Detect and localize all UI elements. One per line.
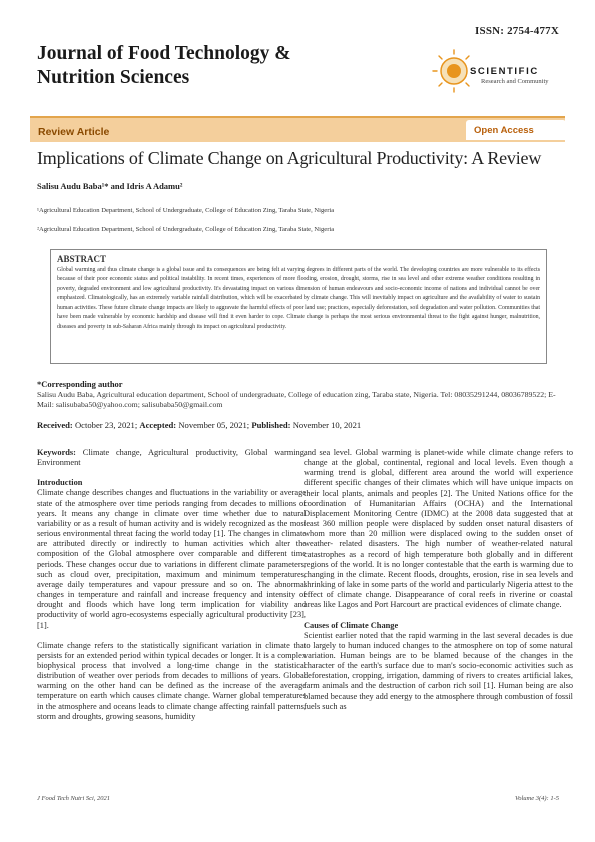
- journal-title: Journal of Food Technology & Nutrition Sciences: [37, 43, 291, 88]
- introduction-paragraph-3: and sea level. Global warming is planet-wide while climate change refers to change at the global, continental, regional and local levels. Even though a warming trend is global, different area around the world will experience different specific changes of their climates which will have unique impacts on their local plants, animals and peoples [2]. The United Nations office for the coordination of Humanitarian Affairs (OCHA) and the International Displacement Monitoring Centre (IDMC) at the 2008 data suggested that at least 360 million people were displaced by sudden onset natural disasters of whom more than 20 million were displaced owing to the sudden onset of weather- related disasters. The high number of weather-related natural catastrophes as a record of high temperature both globally and in different regions of the world. It is no longer contestable that the earth is warming due to changing in the climate. Recent floods, droughts, erosion, rise in sea levels and shrinking of lake in some parts of the world and particularly Nigeria attest to the effect of climate change. Disappearance of coral reefs in riverine or coastal areas like Lagos and Port Harcourt are practical evidences of climate change.: [304, 448, 573, 610]
- logo-subtitle: Research and Community: [481, 78, 549, 85]
- keywords: [37, 448, 306, 468]
- corresponding-author-heading: *Corresponding author: [37, 379, 123, 389]
- open-access-label: Open Access: [474, 125, 534, 136]
- right-column: [304, 448, 573, 722]
- corresponding-author-text: Salisu Audu Baba, Agricultural education department, School of undergraduate, College of education zing, Taraba state, Nigeria. Tel: 08035291244, 08036789522; E-Mail: salisubaba50@yahoo.com; salisubaba50@gmail.com: [37, 390, 556, 409]
- affiliation-1: ¹Agricultural Education Department, School of Undergraduate, College of Education Zing, Taraba State, Nigeria: [37, 207, 335, 214]
- abstract-box: [50, 249, 547, 364]
- published-label: Published:: [251, 420, 291, 430]
- footer-citation: J Food Tech Nutri Sci, 2021: [37, 795, 111, 802]
- keywords-label: Keywords:: [37, 448, 76, 457]
- issn: ISSN: 2754-477X: [475, 25, 559, 37]
- causes-paragraph-1: Scientist earlier noted that the rapid warming in the last several decades is due to largely to human induced changes to the atmosphere on top of some natural variation. Human beings are to be blamed because of the changes in the character of the earth's surface due to man's socio-economic activities such as deforestation, cropping, irrigation, damming of rivers to creates artificial lakes, farm animals and the destruction of carbon rich soil [1]. Human being are also blamed because they add energy to the atmosphere through combustion of fossil fuels such as: [304, 630, 573, 711]
- accepted-date: November 05, 2021;: [178, 420, 250, 430]
- received-label: Received:: [37, 420, 73, 430]
- introduction-paragraph-2: Climate change refers to the statistically significant variation in climate that persists for an extended period within typical decades or longer. It is a complex biophysical process that involved a long-time change in the statistical distribution of weather over periods from decades to millions of years. Global warming on the other hand can be defined as the increase of the average temperature on earth which causes climate change. Warner global temperatures in the atmosphere and oceans leads to climate change affecting rainfall patterns, storm and droughts, growing seasons, humidity: [37, 640, 306, 721]
- abstract-text: Global warming and thus climate change is a global issue and its consequences are being felt at varying degrees in different parts of the world. The developing countries are more vulnerable to its effects because of their poor economic status and political instability. In recent times, experiences of more flooding, erosion, drought, storms, rise in sea level and other extreme weather conditions resulting in poverty, degraded environment and low agricultural productivity. It's devastating impact on various dimension of human endeavours and socio-economic income of nations and individual cannot be over emphasized. Climatologically, has an extremely variable rainfall distribution, which will be exacerbated by climate change. This will inevitably impact on agriculture and the availability of water to sustain human activities. These future climate change impacts are likely to aggravate the harmful effects of poor land use; practices, especially deforestation, soil degradation and water pollution. Communities that have been made vulnerable by economic hardship and disease will find it even harder to cope. Climate change is perhaps the most serious environmental threat to the fight against hunger, malnutrition, diseases and poverty in sub-Saharan Africa mainly through its impact on agricultural productivity.: [57, 267, 540, 330]
- introduction-heading: Introduction: [37, 478, 83, 488]
- left-column: [37, 448, 306, 732]
- received-date: October 23, 2021;: [74, 420, 138, 430]
- introduction-paragraph-1: Climate change describes changes and fluctuations in the variability or average state of the atmosphere over time periods ranging from decades to millions of years. It means any change in climate over time whether due to natural variability or as a result of human activity and is widely recognized as the most serious environmental threat facing the world today [1]. The changes in climate are attributed directly or indirectly to human activities which alter the composition of the Global atmosphere over comparable and different time periods. These changes occur due to variations in different climate parameters, such as cloud over, precipitation, maximum and minimum temperatures, average daily temperatures and vapour pressure and so on. The abnormal changes in temperature and rainfall and increase frequency and intensity of drought and floods which have long term implication for viability and productivity of world agro-ecosystems especially agricultural productivity [23], [1].: [37, 488, 306, 630]
- authors: Salisu Audu Baba¹* and Idris A Adamu²: [37, 181, 183, 191]
- causes-heading: Causes of Climate Change: [304, 620, 399, 630]
- accepted-label: Accepted:: [139, 420, 177, 430]
- article-dates: [37, 420, 361, 430]
- footer-volume: Volume 3(4): 1-5: [514, 795, 559, 802]
- keywords-text: Climate change, Agricultural productivity, Global warming, Environment: [37, 448, 306, 468]
- logo-word: SCIENTIFIC: [470, 66, 539, 77]
- article-type-label: Review Article: [38, 126, 110, 138]
- abstract-heading: ABSTRACT: [57, 254, 107, 264]
- published-date: November 10, 2021: [292, 420, 362, 430]
- article-title: Implications of Climate Change on Agricultural Productivity: A Review: [37, 148, 542, 168]
- affiliation-2: ²Agricultural Education Department, School of Undergraduate, College of Education Zing, Taraba State, Nigeria: [37, 226, 335, 233]
